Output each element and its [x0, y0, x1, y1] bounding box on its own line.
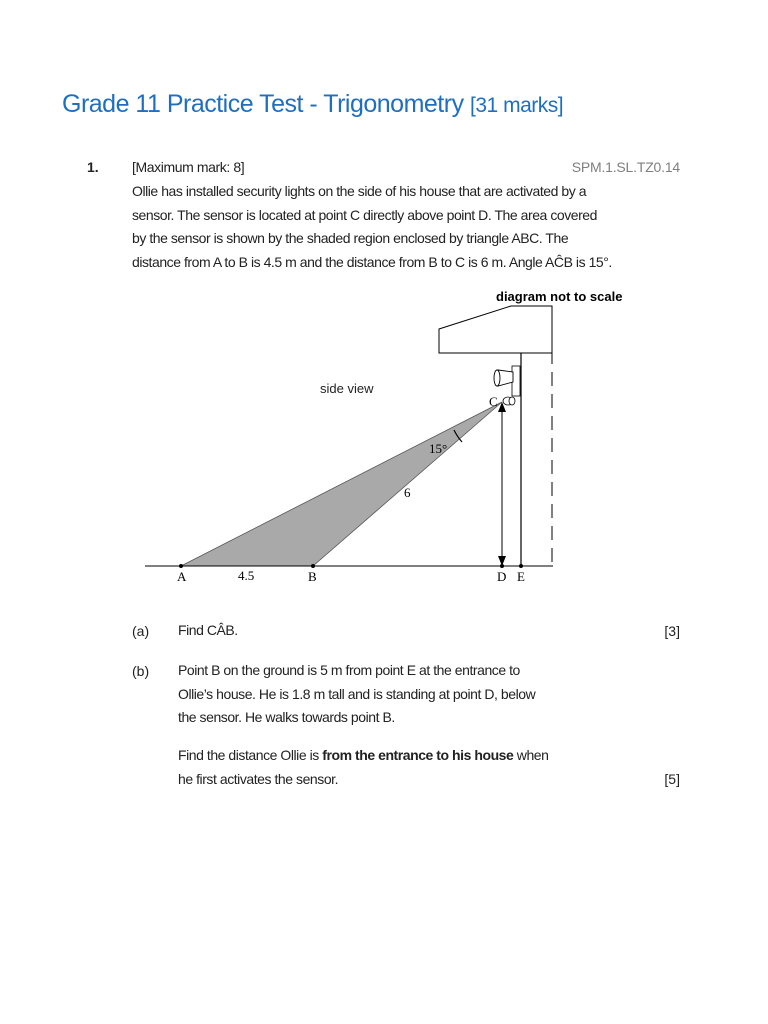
point-d [500, 564, 504, 568]
point-label-b: B [308, 569, 317, 584]
shaded-triangle [181, 402, 502, 566]
part-a-text: Find CÂB. [178, 622, 238, 638]
question-number: 1. [87, 159, 99, 175]
angle-label: 15° [429, 441, 448, 456]
question-code: SPM.1.SL.TZ0.14 [571, 159, 680, 175]
part-a-mark: [3] [664, 623, 680, 639]
point-label-a: A [177, 569, 187, 584]
part-b-line: Ollie’s house. He is 1.8 m tall and is standing at point D, below [178, 685, 536, 702]
title-text: Grade 11 Practice Test - Trigonometry [62, 90, 464, 118]
point-label-d: D [497, 569, 507, 584]
stem-line: by the sensor is shown by the shaded region enclosed by triangle ABC. The [132, 230, 569, 246]
part-b-mark: [5] [664, 771, 680, 787]
point-label-c: C [489, 394, 498, 409]
find-bold: from the entrance to his house [322, 747, 514, 763]
find-line-2: he first activates the sensor. [178, 770, 339, 787]
find-suffix: when [513, 747, 549, 763]
point-b [311, 564, 315, 568]
roof-eave [439, 306, 552, 353]
part-b-text [178, 659, 535, 730]
max-mark: [Maximum mark: 8] [132, 159, 245, 175]
view-label: side view [320, 381, 374, 396]
title-marks: [31 marks] [470, 94, 564, 117]
point-a [179, 564, 183, 568]
point-label-e: E [517, 569, 525, 584]
part-b-label: (b) [132, 663, 150, 679]
stem-line: Ollie has installed security lights on the side of his house that are activated by a [132, 183, 587, 199]
stem-line: sensor. The sensor is located at point C directly above point D. The area covered [132, 206, 597, 223]
point-e [519, 564, 523, 568]
security-light-icon [494, 370, 513, 386]
part-b-find [178, 744, 548, 791]
part-b-line: the sensor. He walks towards point B. [178, 709, 395, 725]
side-ab-label: 4.5 [238, 568, 255, 583]
sensor-icon [503, 397, 515, 405]
part-a-label: (a) [132, 623, 150, 639]
find-line-1 [178, 744, 548, 768]
side-bc-label: 6 [404, 485, 411, 500]
stem-line: distance from A to B is 4.5 m and the distance from B to C is 6 m. Angle AĈB is 15°. [132, 253, 612, 270]
find-prefix: Find the distance Ollie is [178, 747, 323, 763]
part-b-line: Point B on the ground is 5 m from point E at the entrance to [178, 662, 520, 678]
diagram-note: diagram not to scale [496, 289, 623, 304]
